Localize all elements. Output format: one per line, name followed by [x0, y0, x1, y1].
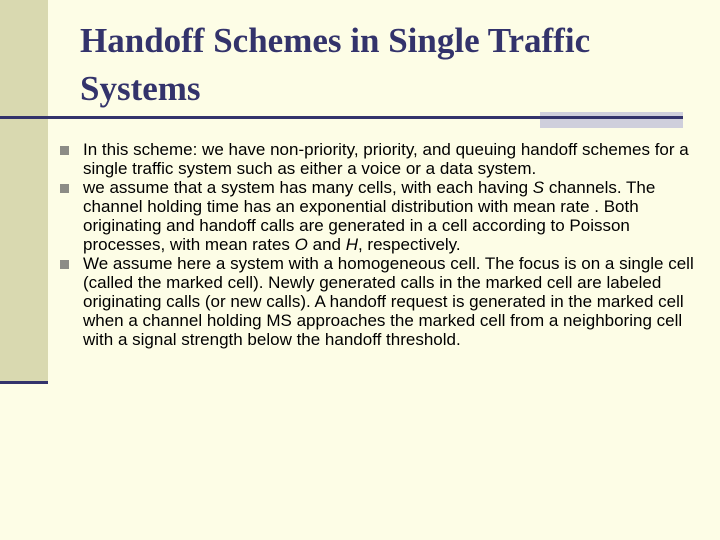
bullet-text-segment: , respectively.: [357, 235, 461, 254]
slide-title: Handoff Schemes in Single Traffic Systems: [80, 21, 591, 108]
title-divider-rule: [0, 116, 683, 119]
variable-h: H: [345, 235, 358, 254]
bullet-item: [60, 254, 700, 349]
variable-o: O: [294, 235, 308, 254]
bullet-text: In this scheme: we have non-priority, priority, and queuing handoff schemes for a single traffic system such as either a voice or a data system.: [83, 140, 689, 178]
left-accent-band: [0, 0, 48, 383]
bullet-text-segment: and: [307, 235, 346, 254]
bullet-text: We assume here a system with a homogeneous cell. The focus is on a single cell (called the marked cell). Newly generated calls in the marked cell are labeled originating calls (or new calls). A handoff request is generated in the marked cell when a channel holding MS approaches the marked cell from a neighboring cell with a signal strength below the handoff threshold.: [83, 254, 694, 349]
title-rule-accent: [540, 112, 683, 128]
bullet-list: [60, 140, 700, 349]
bullet-text: [83, 178, 700, 254]
bullet-text-segment: we assume that a system has many cells, with each having: [83, 178, 533, 197]
bullet-item: [60, 178, 700, 254]
bullet-text-segment: channels. The channel holding time has an exponential distribution with mean rate . Both originating and handoff calls are generated in a cell according to Poisson processes, with mean rates: [83, 178, 656, 254]
square-bullet-icon: [60, 184, 69, 193]
square-bullet-icon: [60, 260, 69, 269]
square-bullet-icon: [60, 146, 69, 155]
variable-s: S: [532, 178, 545, 197]
bullet-item: [60, 140, 700, 178]
left-accent-rule: [0, 381, 48, 384]
